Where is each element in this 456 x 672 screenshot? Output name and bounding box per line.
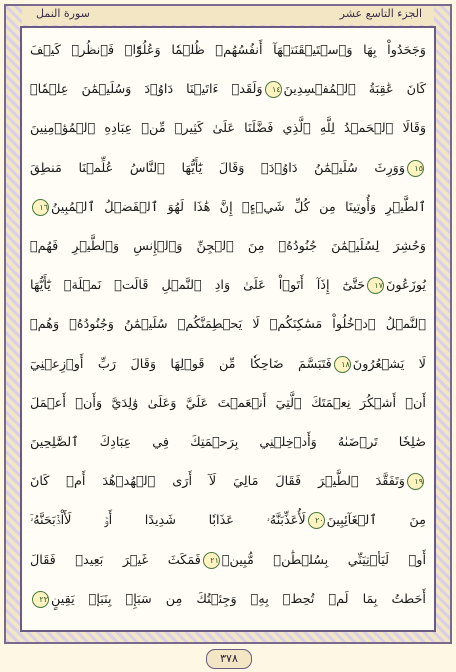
verse-line [30,271,426,301]
verse-text: يُوزَعُونَ [386,278,426,294]
ayah-number-marker: ٢٠ [308,512,325,529]
verse-line [30,506,426,536]
verse-line [30,546,426,576]
verse-text: أَوۡ لَيَأۡتِيَنِّي بِسُلۡطَٰنٖ مُّبِينٖ [221,552,426,568]
verse-text: وَلَقَدۡ ءَاتَيۡنَا دَاوُۥدَ وَسُلَيۡمَٰنَ عِلۡمٗاۖ [30,82,263,98]
verse-line [30,232,426,262]
verse-text: كَانَ عَٰقِبَةُ ٱلۡمُفۡسِدِينَ [283,82,426,98]
page-footer [0,645,456,670]
verse-text: ٱلنَّمۡلُ ٱدۡخُلُواْ مَسَٰكِنَكُمۡ لَا يَحۡطِمَنَّكُمۡ سُلَيۡمَٰنُ وَجُنُودُهُۥ وَهُمۡ [30,317,426,333]
verse-text: لَأُعَذِّبَنَّهُۥ عَذَابٗا شَدِيدًا أَوۡ لَأَاْذۡبَحَنَّهُۥٓ [30,513,306,529]
verse-text: وَوَرِثَ سُلَيۡمَٰنُ دَاوُۥدَۖ وَقَالَ يَٰٓأَيُّهَا ٱلنَّاسُ عُلِّمۡنَا مَنطِقَ [30,160,405,176]
verse-line [30,585,426,615]
verse-text: ٱلطَّيۡرِ وَأُوتِينَا مِن كُلِّ شَيۡءٍۖ إِنَّ هَٰذَا لَهُوَ ٱلۡفَضۡلُ ٱلۡمُبِينُ [51,199,426,215]
verse-text: لَا يَشۡعُرُونَ [352,356,426,372]
verse-text: وَحُشِرَ لِسُلَيۡمَٰنَ جُنُودُهُۥ مِنَ ٱلۡجِنِّ وَٱلۡإِنسِ وَٱلطَّيۡرِ فَهُمۡ [30,239,426,254]
verse-text: وَقَالَا ٱلۡحَمۡدُ لِلَّهِ ٱلَّذِي فَضَّلَنَا عَلَىٰ كَثِيرٖ مِّنۡ عِبَادِهِ ٱلۡمُؤۡمِنِينَ [30,121,426,137]
verse-text: وَتَفَقَّدَ ٱلطَّيۡرَ فَقَالَ مَالِيَ لَآ أَرَى ٱلۡهُدۡهُدَ أَمۡ كَانَ [30,474,405,490]
ayah-number-marker: ٢٢ [32,591,49,608]
surah-label: سورة النمل [36,7,90,20]
ayah-number-marker: ١٦ [32,199,49,216]
verse-line [30,36,426,66]
ayah-number-marker: ١٨ [334,356,351,373]
juz-label: الجزء التاسع عشر [339,7,422,20]
verse-line [30,389,426,419]
verse-line [30,114,426,144]
verse-text-area [30,36,426,626]
ayah-number-marker: ١٧ [367,277,384,294]
ayah-number-marker: ١٤ [265,81,282,98]
verse-text: وَجَحَدُواْ بِهَا وَٱسۡتَيۡقَنَتۡهَآ أَنفُسُهُمۡ ظُلۡمٗا وَعُلُوّٗاۚ فَٱنظُرۡ كَيۡفَ [30,43,426,58]
verse-line [30,428,426,458]
verse-line [30,75,426,105]
page-number: ٣٧٨ [206,649,252,669]
verse-text: حَتَّىٰٓ إِذَآ أَتَوۡاْ عَلَىٰ وَادِ ٱلنَّمۡلِ قَالَتۡ نَمۡلَةٞ يَٰٓأَيُّهَا [30,278,365,294]
verse-line [30,467,426,497]
verse-text: مِنَ ٱلۡغَآئِبِينَ [326,513,426,529]
verse-line [30,310,426,340]
verse-text: أَحَطتُ بِمَا لَمۡ تُحِطۡ بِهِۦ وَجِئۡتُكَ مِن سَبَإِۭ بِنَبَإٖ يَقِينٍ [51,591,426,607]
ayah-number-marker: ١٥ [407,160,424,177]
verse-text: أَنۡ أَشۡكُرَ نِعۡمَتَكَ ٱلَّتِيٓ أَنۡعَمۡتَ عَلَيَّ وَعَلَىٰ وَٰلِدَيَّ وَأَنۡ أَعۡمَلَ [30,395,426,411]
ayah-number-marker: ١٩ [407,473,424,490]
ayah-number-marker: ٢١ [203,552,220,569]
verse-line [30,193,426,223]
verse-text: صَٰلِحٗا تَرۡضَىٰهُ وَأَدۡخِلۡنِي بِرَحۡمَتِكَ فِي عِبَادِكَ ٱلصَّٰلِحِينَ [30,435,426,450]
verse-text: فَتَبَسَّمَ ضَاحِكٗا مِّن قَوۡلِهَا وَقَالَ رَبِّ أَوۡزِعۡنِيٓ [30,356,332,372]
verse-line [30,154,426,184]
verse-text: فَمَكَثَ غَيۡرَ بَعِيدٖ فَقَالَ [30,552,201,568]
verse-line [30,350,426,380]
